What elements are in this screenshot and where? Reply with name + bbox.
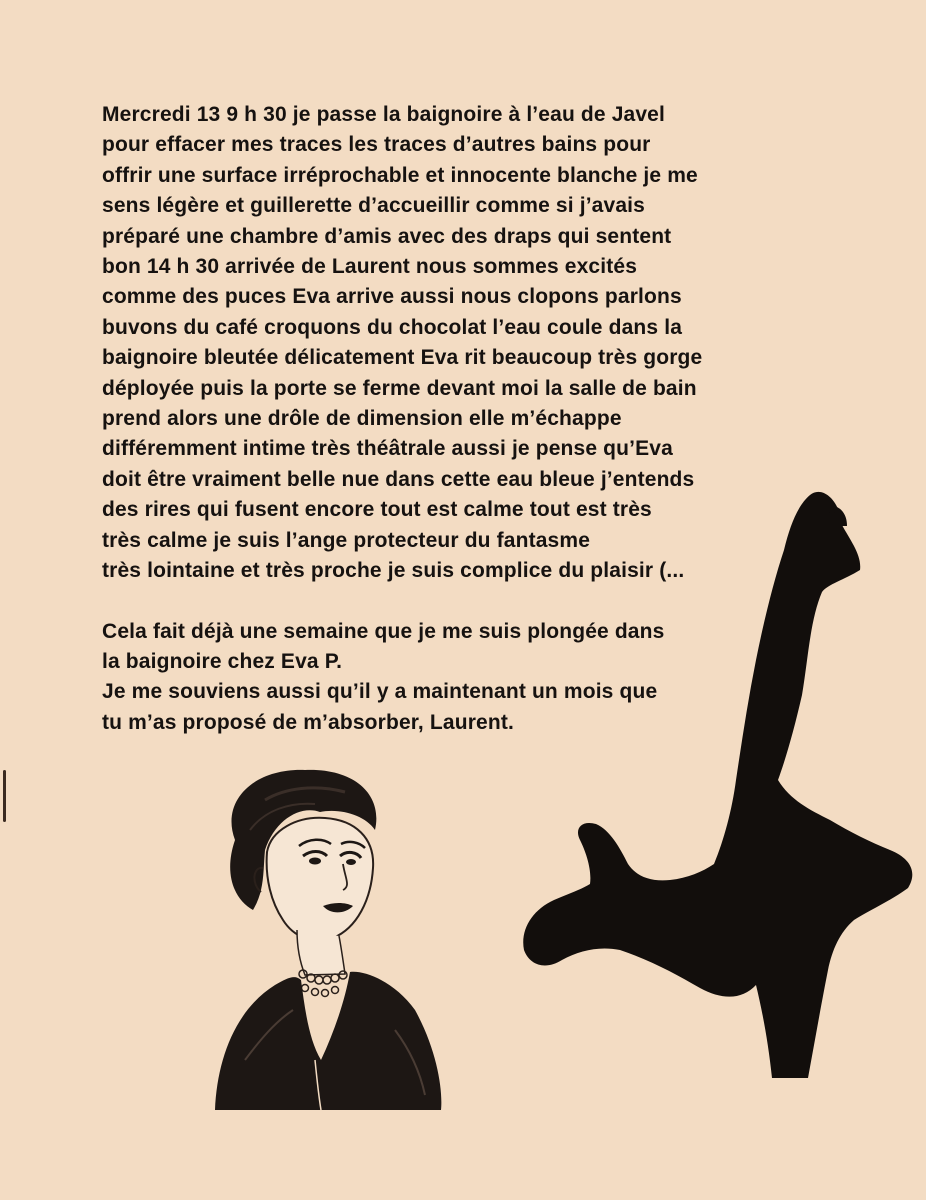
page-edge-mark [3,770,6,822]
text-line: des rires qui fusent encore tout est calme tout est très [102,498,652,522]
paragraph-gap [102,587,872,617]
text-line: différemment intime très théâtrale aussi je pense qu’Eva [102,437,673,461]
text-line: Je me souviens aussi qu’il y a maintenant un mois que [102,680,658,704]
text-line: préparé une chambre d’amis avec des draps qui sentent [102,224,672,248]
text-line: buvons du café croquons du chocolat l’eau coule dans la [102,315,683,339]
text-line: pour effacer mes traces les traces d’autres bains pour [102,133,651,157]
text-line: baignoire bleutée délicatement Eva rit beaucoup très gorge [102,346,703,370]
text-line: la baignoire chez Eva P. [102,649,343,673]
text-line: doit être vraiment belle nue dans cette eau bleue j’entends [102,467,695,491]
text-block [102,100,872,738]
text-line: sens légère et guillerette d’accueillir comme si j’avais [102,194,645,218]
text-line: comme des puces Eva arrive aussi nous clopons parlons [102,285,682,309]
text-line: déployée puis la porte se ferme devant moi la salle de bain [102,376,697,400]
text-line: tu m’as proposé de m’absorber, Laurent. [102,710,514,734]
text-line: Mercredi 13 9 h 30 je passe la baignoire à l’eau de Javel [102,103,665,126]
text-line: prend alors une drôle de dimension elle m’échappe [102,407,622,431]
text-line: très calme je suis l’ange protecteur du fantasme [102,528,591,552]
woman-portrait-illustration [205,760,465,1120]
text-line: bon 14 h 30 arrivée de Laurent nous sommes excités [102,255,638,279]
face-shape [267,818,374,941]
text-line: très lointaine et très proche je suis complice du plaisir (... [102,559,685,583]
text-line: Cela fait déjà une semaine que je me suis plongée dans [102,619,665,643]
text-line: offrir une surface irréprochable et innocente blanche je me [102,163,698,187]
